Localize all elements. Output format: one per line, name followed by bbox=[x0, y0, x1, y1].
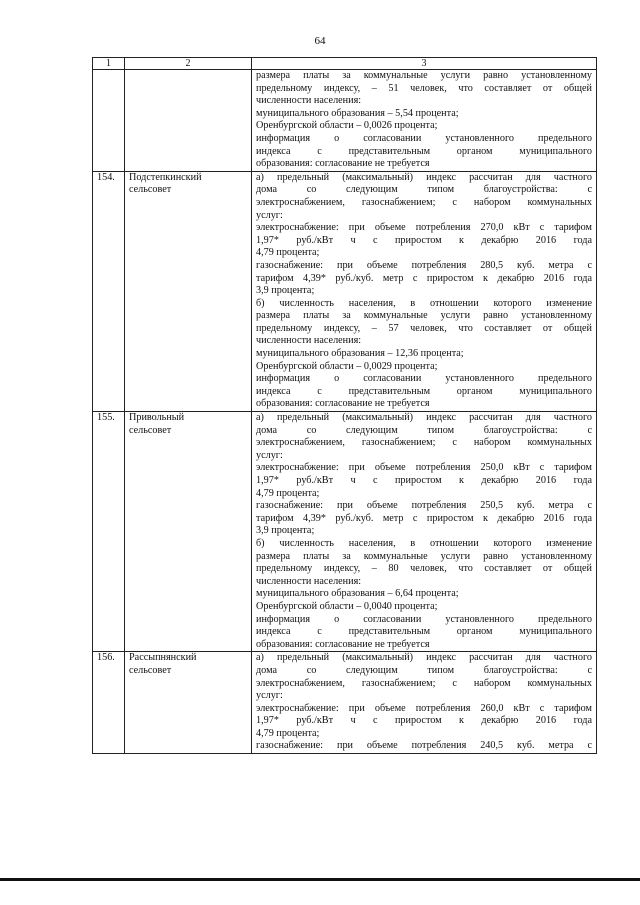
table-row bbox=[93, 70, 597, 172]
table-row bbox=[93, 652, 597, 754]
description-line: 1,97* руб./кВт ч с приростом к декабрю 2016 года bbox=[256, 234, 592, 246]
description-line: а) предельный (максимальный) индекс рассчитан для частного bbox=[256, 171, 592, 183]
description-line: численности населения: bbox=[256, 95, 362, 107]
description-line: 3,9 процента; bbox=[256, 525, 315, 537]
description-line: муниципального образования – 6,64 процента; bbox=[256, 588, 459, 600]
description-line: газоснабжение: при объеме потребления 250,5 куб. метра с bbox=[256, 500, 592, 512]
column-header-name: 2 bbox=[125, 58, 252, 70]
municipality-name-line: Подстепкинский bbox=[129, 171, 202, 183]
data-table bbox=[92, 57, 597, 754]
municipality-name-line: Рассыпнянский bbox=[129, 652, 197, 664]
description-line: дома со следующим типом благоустройства: с bbox=[256, 184, 592, 196]
description-line: электроснабжением, газоснабжением; с набором коммунальных bbox=[256, 437, 592, 449]
description-line: 1,97* руб./кВт ч с приростом к декабрю 2016 года bbox=[256, 715, 592, 727]
table-row bbox=[93, 412, 597, 652]
description-line: 1,97* руб./кВт ч с приростом к декабрю 2016 года bbox=[256, 475, 592, 486]
row-number bbox=[93, 70, 125, 172]
description-line: информация о согласовании установленного предельного bbox=[256, 373, 592, 385]
table-header-row bbox=[93, 58, 597, 70]
description-line: электроснабжение: при объеме потребления 260,0 кВт с тарифом bbox=[256, 702, 592, 714]
description-line: образования: согласование не требуется bbox=[256, 398, 430, 410]
description-line: индекса с представительным органом муниципального bbox=[256, 145, 592, 157]
municipality-name bbox=[125, 652, 252, 754]
description-line: а) предельный (максимальный) индекс рассчитан для частного bbox=[256, 652, 592, 664]
description-line: предельному индексу, – 80 человек, что составляет от общей bbox=[256, 563, 592, 575]
description-line: б) численность населения, в отношении которого изменение bbox=[256, 297, 592, 309]
description-line: б) численность населения, в отношении которого изменение bbox=[256, 537, 592, 549]
description-line: информация о согласовании установленного предельного bbox=[256, 132, 592, 144]
description-line: образования: согласование не требуется bbox=[256, 638, 430, 650]
description-line: индекса с представительным органом муниципального bbox=[256, 385, 592, 397]
row-number: 154. bbox=[93, 171, 125, 411]
description-line: Оренбургской области – 0,0040 процента; bbox=[256, 600, 438, 612]
description-line: Оренбургской области – 0,0029 процента; bbox=[256, 360, 438, 372]
description-line: индекса с представительным органом муниципального bbox=[256, 626, 592, 638]
municipality-name bbox=[125, 412, 252, 652]
description-line: электроснабжением, газоснабжением; с набором коммунальных bbox=[256, 677, 592, 689]
index-description bbox=[252, 171, 597, 411]
description-line: дома со следующим типом благоустройства: с bbox=[256, 664, 592, 676]
description-line: информация о согласовании установленного предельного bbox=[256, 613, 592, 625]
description-line: муниципального образования – 5,54 процента; bbox=[256, 107, 459, 119]
municipality-name bbox=[125, 70, 252, 172]
description-line: газоснабжение: при объеме потребления 240,5 куб. метра с bbox=[256, 740, 592, 752]
column-header-number: 1 bbox=[93, 58, 125, 70]
description-line: электроснабжение: при объеме потребления 270,0 кВт с тарифом bbox=[256, 222, 592, 234]
description-line: 4,79 процента; bbox=[256, 247, 320, 259]
description-line: размера платы за коммунальные услуги равно установленному bbox=[256, 550, 592, 562]
row-number: 155. bbox=[93, 412, 125, 652]
description-line: размера платы за коммунальные услуги равно установленному bbox=[256, 310, 592, 322]
description-line: образования: согласование не требуется bbox=[256, 158, 430, 170]
description-line: предельному индексу, – 57 человек, что составляет от общей bbox=[256, 322, 592, 334]
row-number: 156. bbox=[93, 652, 125, 754]
description-line: тарифом 4,39* руб./куб. метр с приростом к декабрю 2016 года bbox=[256, 272, 592, 284]
municipality-name-line: сельсовет bbox=[129, 664, 172, 676]
description-line: электроснабжение: при объеме потребления 250,0 кВт с тарифом bbox=[256, 462, 592, 474]
description-line: численности населения: bbox=[256, 575, 362, 587]
description-line: предельному индексу, – 51 человек, что составляет от общей bbox=[256, 82, 592, 94]
description-line: газоснабжение: при объеме потребления 280,5 куб. метра с bbox=[256, 259, 592, 271]
page-number: 64 bbox=[314, 35, 326, 47]
description-line: услуг: bbox=[256, 690, 283, 702]
description-line: 4,79 процента; bbox=[256, 487, 320, 499]
index-description bbox=[252, 70, 597, 172]
table-row bbox=[93, 171, 597, 411]
description-line: дома со следующим типом благоустройства: с bbox=[256, 424, 592, 436]
description-line: муниципального образования – 12,36 процента; bbox=[256, 348, 464, 360]
description-line: услуг: bbox=[256, 449, 283, 461]
municipality-name bbox=[125, 171, 252, 411]
description-line: 3,9 процента; bbox=[256, 285, 315, 297]
municipality-name-line: Привольный bbox=[129, 412, 185, 424]
municipality-name-line: сельсовет bbox=[129, 184, 172, 196]
column-header-description: 3 bbox=[252, 58, 597, 70]
description-line: услуг: bbox=[256, 209, 283, 221]
description-line: размера платы за коммунальные услуги равно установленному bbox=[256, 70, 592, 81]
page-bottom-rule bbox=[0, 878, 640, 881]
description-line: тарифом 4,39* руб./куб. метр с приростом к декабрю 2016 года bbox=[256, 512, 592, 524]
description-line: 4,79 процента; bbox=[256, 727, 320, 739]
municipality-name-line: сельсовет bbox=[129, 424, 172, 436]
description-line: Оренбургской области – 0,0026 процента; bbox=[256, 120, 438, 132]
index-description bbox=[252, 412, 597, 652]
description-line: электроснабжением, газоснабжением; с набором коммунальных bbox=[256, 196, 592, 208]
index-description bbox=[252, 652, 597, 754]
table-body bbox=[93, 70, 597, 754]
description-line: численности населения: bbox=[256, 335, 362, 347]
description-line: а) предельный (максимальный) индекс рассчитан для частного bbox=[256, 412, 592, 424]
